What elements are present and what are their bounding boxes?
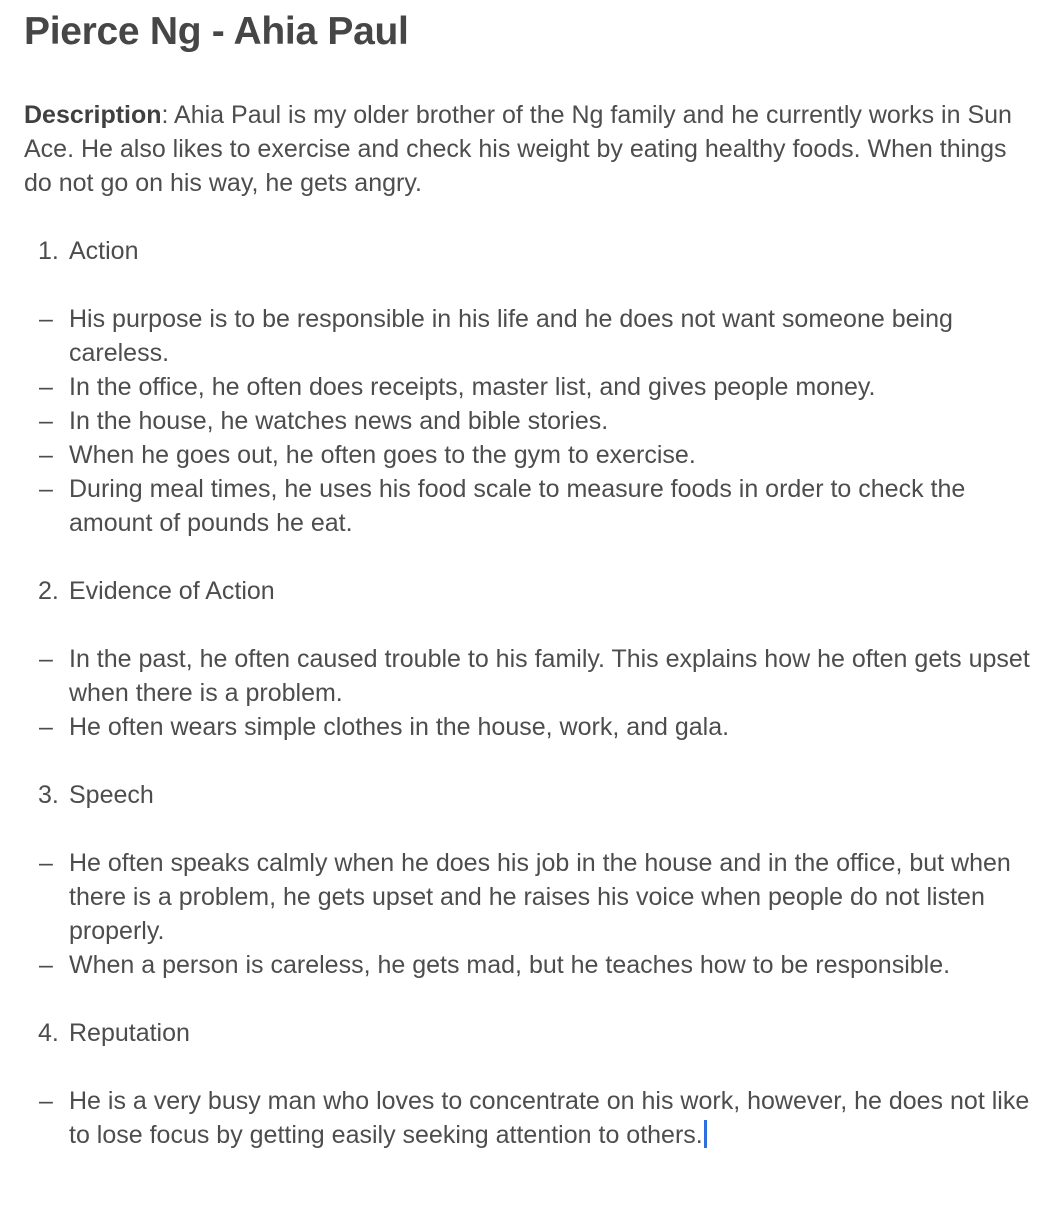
dash-marker: – [39,373,53,401]
bullet-item[interactable] [24,642,1036,710]
section-heading-text: Action [69,237,139,265]
bullet-list [24,846,1036,982]
bullet-text: When a person is careless, he gets mad, but he teaches how to be responsible. [69,951,951,979]
bullet-item[interactable] [24,370,1036,404]
bullet-item[interactable] [24,472,1036,540]
section-number: 2. [38,577,59,605]
section-heading-text: Evidence of Action [69,577,275,605]
section-heading-text: Reputation [69,1019,190,1047]
bullet-text: In the office, he often does receipts, master list, and gives people money. [69,373,876,401]
bullet-list [24,642,1036,744]
bullet-text: He often speaks calmly when he does his job in the house and in the office, but when there is a problem, he gets upset and he raises his voice when people do not listen properly. [69,849,1011,945]
section-heading[interactable] [24,778,1036,812]
dash-marker: – [39,441,53,469]
section-number: 4. [38,1019,59,1047]
section-number: 3. [38,781,59,809]
bullet-list [24,302,1036,540]
note-editor[interactable] [24,8,1036,1152]
description-text: : Ahia Paul is my older brother of the Ng family and he currently works in Sun Ace. He also likes to exercise and check his weight by eating healthy foods. When things do not go on his way, he gets angry. [24,101,1012,197]
bullet-text: In the past, he often caused trouble to his family. This explains how he often gets upset when there is a problem. [69,645,1030,707]
bullet-text: In the house, he watches news and bible stories. [69,407,609,435]
section-heading[interactable] [24,1016,1036,1050]
bullet-item[interactable] [24,1084,1036,1152]
description-paragraph[interactable] [24,98,1036,200]
dash-marker: – [39,407,53,435]
dash-marker: – [39,713,53,741]
section-heading[interactable] [24,234,1036,268]
description-label: Description [24,101,162,129]
section-heading-text: Speech [69,781,154,809]
bullet-item[interactable] [24,710,1036,744]
dash-marker: – [39,1087,53,1115]
bullet-text: When he goes out, he often goes to the gym to exercise. [69,441,696,469]
section-heading[interactable] [24,574,1036,608]
bullet-text: During meal times, he uses his food scale to measure foods in order to check the amount of pounds he eat. [69,475,966,537]
bullet-text: His purpose is to be responsible in his life and he does not want someone being careless. [69,305,953,367]
dash-marker: – [39,849,53,877]
section-number: 1. [38,237,59,265]
bullet-list [24,1084,1036,1152]
bullet-text: He often wears simple clothes in the house, work, and gala. [69,713,730,741]
bullet-item[interactable] [24,404,1036,438]
dash-marker: – [39,475,53,503]
bullet-item[interactable] [24,438,1036,472]
note-title[interactable]: Pierce Ng - Ahia Paul [24,10,409,53]
dash-marker: – [39,645,53,673]
dash-marker: – [39,951,53,979]
bullet-item[interactable] [24,948,1036,982]
text-cursor [704,1120,707,1148]
dash-marker: – [39,305,53,333]
bullet-item[interactable] [24,846,1036,948]
bullet-item[interactable] [24,302,1036,370]
bullet-text: He is a very busy man who loves to concentrate on his work, however, he does not like to lose focus by getting easily seeking attention to others. [69,1087,1030,1149]
